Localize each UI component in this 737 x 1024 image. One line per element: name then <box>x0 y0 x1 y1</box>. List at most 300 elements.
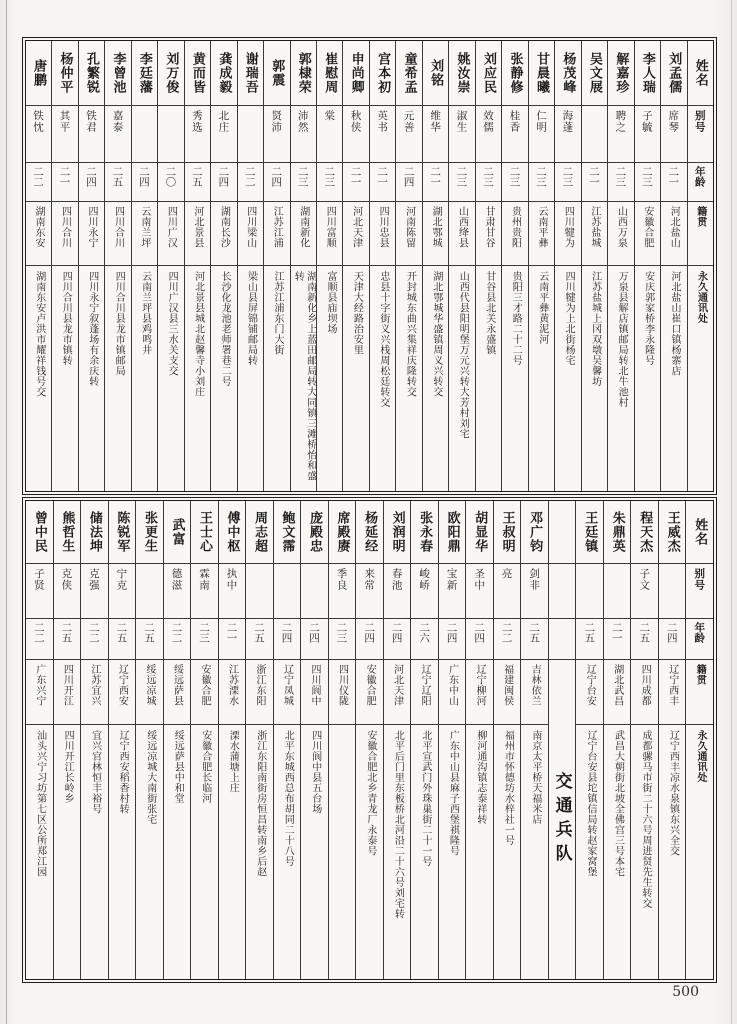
person-name <box>449 41 474 105</box>
person-native <box>274 659 301 724</box>
person-age-text: 二三 <box>296 166 309 187</box>
person-native-text: 湖南东安 <box>33 206 45 248</box>
person-name-text: 王威杰 <box>664 511 680 553</box>
person-address-text: 辽宁西安稻香村转 <box>117 730 129 814</box>
empty-cell <box>549 563 576 618</box>
person-age <box>659 618 686 659</box>
person-name <box>301 501 328 563</box>
person-age <box>396 162 421 201</box>
person-age-text: 二三 <box>561 166 574 187</box>
person-native-text: 湖北武昌 <box>611 664 623 706</box>
person-address <box>54 724 81 979</box>
person-address <box>185 265 210 491</box>
person-native-text: 河南陈留 <box>403 206 415 248</box>
person-name <box>604 501 631 563</box>
person-address <box>466 724 493 979</box>
person-native <box>502 201 527 265</box>
person-age-text: 二一 <box>225 622 238 643</box>
roster-column <box>342 41 368 491</box>
person-age-text: 二二 <box>32 166 45 187</box>
person-alias <box>439 563 466 618</box>
person-address <box>529 265 554 491</box>
person-address <box>105 265 130 491</box>
person-address-text: 北平后门里东板桥北河沿二十六号刘宅转 <box>392 730 404 919</box>
person-name <box>476 41 501 105</box>
person-name <box>661 41 686 105</box>
person-address <box>384 724 411 979</box>
person-age <box>191 618 218 659</box>
person-name-text: 姚汝崇 <box>454 52 470 94</box>
person-name-text: 谢瑞吾 <box>242 52 258 94</box>
roster-column <box>410 501 438 979</box>
person-address <box>604 724 631 979</box>
person-alias <box>238 105 263 162</box>
person-native-text: 甘肃甘谷 <box>483 206 495 248</box>
person-age-text: 二二 <box>243 166 256 187</box>
person-name-text: 刘润明 <box>389 511 405 553</box>
person-age-text: 二五 <box>583 622 596 643</box>
person-address <box>26 724 53 979</box>
person-name <box>246 501 273 563</box>
person-native-text: 安徽合肥 <box>198 664 210 706</box>
person-age-text: 二五 <box>142 622 155 643</box>
person-alias <box>476 105 501 162</box>
person-address <box>301 724 328 979</box>
person-native <box>81 659 108 724</box>
person-native <box>264 201 289 265</box>
person-alias-text: 淑生 <box>455 110 468 133</box>
person-name-text: 陈锐军 <box>114 511 130 553</box>
row-headers-column <box>687 41 713 491</box>
person-age <box>384 618 411 659</box>
person-name-text: 宫本初 <box>375 52 391 94</box>
person-address <box>343 265 368 491</box>
person-age-text: 二二 <box>500 622 513 643</box>
person-address-text: 云南平彝黄泥河 <box>536 271 548 345</box>
roster-column <box>184 41 210 491</box>
person-native <box>476 201 501 265</box>
row-header-name-text: 姓名 <box>692 59 708 87</box>
person-address-text: 四川合川县龙市镇邮局 <box>113 271 125 376</box>
person-native-text: 辽宁柳河 <box>474 664 486 706</box>
person-age-text: 二五 <box>638 622 651 643</box>
person-address-text: 溧水蒲塘上庄 <box>227 730 239 793</box>
person-name <box>81 501 108 563</box>
person-alias <box>158 105 183 162</box>
person-native <box>329 659 356 724</box>
person-age-text: 二二 <box>32 622 45 643</box>
person-alias <box>219 563 246 618</box>
person-address <box>576 724 603 979</box>
person-age <box>264 162 289 201</box>
person-alias <box>466 563 493 618</box>
person-name <box>136 501 163 563</box>
person-alias <box>631 563 658 618</box>
person-alias <box>604 563 631 618</box>
person-age-text: 二三 <box>534 166 547 187</box>
person-native <box>317 201 342 265</box>
person-address <box>370 265 395 491</box>
person-address-text: 柳河通沟镇志泰祥转 <box>474 730 486 825</box>
person-name <box>411 501 438 563</box>
row-header-native <box>686 659 713 724</box>
person-native-text: 四川成都 <box>639 664 651 706</box>
person-name-text: 刘应民 <box>481 52 497 94</box>
roster-column <box>658 501 686 979</box>
row-header-native-text: 籍贯 <box>694 206 706 227</box>
person-address-text: 山西代县阳明堡万元兴转大芳村刘宅 <box>457 271 469 439</box>
person-age <box>582 162 607 201</box>
person-address <box>494 724 521 979</box>
person-age-text: 二五 <box>528 622 541 643</box>
person-alias-text: 仁明 <box>534 110 547 133</box>
person-alias-text: 效儒 <box>482 110 495 133</box>
person-address <box>158 265 183 491</box>
person-address <box>264 265 289 491</box>
person-age <box>301 618 328 659</box>
person-native <box>411 659 438 724</box>
row-header-native <box>688 201 713 265</box>
person-age <box>329 618 356 659</box>
person-age-text: 二三 <box>197 622 210 643</box>
person-alias <box>185 105 210 162</box>
person-alias <box>555 105 580 162</box>
person-name <box>370 41 395 105</box>
person-name <box>52 41 77 105</box>
person-native <box>185 201 210 265</box>
person-age <box>219 618 246 659</box>
person-native <box>219 659 246 724</box>
row-header-address-text: 永久通讯处 <box>695 271 707 324</box>
person-address <box>608 265 633 491</box>
roster-column <box>448 41 474 491</box>
person-alias-text: 嘉泰 <box>111 110 124 133</box>
person-native <box>26 659 53 724</box>
person-age-text: 二二 <box>170 622 183 643</box>
person-address <box>136 724 163 979</box>
person-name <box>631 501 658 563</box>
person-address-text: 河北景县城北赵馨寺小刘庄 <box>192 271 204 397</box>
person-name <box>356 501 383 563</box>
person-age-text: 二四 <box>280 622 293 643</box>
person-address <box>52 265 77 491</box>
person-alias <box>164 563 191 618</box>
person-address-text: 开封城东曲兴集祥庆隆转交 <box>404 271 416 397</box>
person-age <box>291 162 316 201</box>
person-name <box>291 41 316 105</box>
person-alias-text: 棠 <box>323 110 336 122</box>
row-header-address <box>686 724 713 979</box>
page-number: 500 <box>672 984 699 1000</box>
person-native <box>449 201 474 265</box>
person-native-text: 江苏江浦 <box>271 206 283 248</box>
person-alias-text: 宝新 <box>445 568 458 591</box>
row-header-name <box>686 501 713 563</box>
person-age-text: 二四 <box>308 622 321 643</box>
roster-column <box>607 41 633 491</box>
person-native <box>661 201 686 265</box>
person-alias <box>52 105 77 162</box>
roster-column <box>210 41 236 491</box>
person-native <box>521 659 548 724</box>
person-name <box>317 41 342 105</box>
person-native-text: 四川富顺 <box>324 206 336 248</box>
person-alias <box>343 105 368 162</box>
person-alias-text: 贤沛 <box>270 110 283 133</box>
person-address <box>631 724 658 979</box>
person-native <box>555 201 580 265</box>
person-age <box>26 162 51 201</box>
person-native-text: 河北盐山 <box>668 206 680 248</box>
person-name <box>238 41 263 105</box>
person-name-text: 刘孟儒 <box>666 52 682 94</box>
person-address <box>635 265 660 491</box>
person-native <box>439 659 466 724</box>
person-native-text: 四川梁山 <box>244 206 256 248</box>
person-alias <box>264 105 289 162</box>
person-name-text: 武富 <box>169 518 185 546</box>
person-address-text: 四川广汉县三水关支交 <box>166 271 178 376</box>
person-age <box>317 162 342 201</box>
person-age-text: 二三 <box>482 166 495 187</box>
person-age <box>449 162 474 201</box>
person-age <box>439 618 466 659</box>
person-name <box>185 41 210 105</box>
person-address <box>274 724 301 979</box>
person-native-text: 云南平彝 <box>535 206 547 248</box>
person-name-text: 杨延经 <box>362 511 378 553</box>
person-address <box>476 265 501 491</box>
person-alias <box>449 105 474 162</box>
person-native <box>132 201 157 265</box>
person-native-text: 江苏溧水 <box>226 664 238 706</box>
person-address <box>661 265 686 491</box>
person-age <box>576 618 603 659</box>
roster-column <box>634 41 660 491</box>
empty-cell <box>549 501 576 563</box>
person-alias <box>494 563 521 618</box>
person-native <box>164 659 191 724</box>
person-native <box>52 201 77 265</box>
person-name <box>494 501 521 563</box>
person-name-text: 周志超 <box>252 511 267 553</box>
person-alias-text: 霖南 <box>197 568 210 591</box>
person-address <box>356 724 383 979</box>
empty-cell <box>549 618 576 659</box>
roster-column <box>581 41 607 491</box>
person-name <box>343 41 368 105</box>
person-alias-text: 克强 <box>87 568 100 591</box>
person-address <box>329 724 356 979</box>
person-age <box>356 618 383 659</box>
person-address-text: 广东中山县麻子西堡祺隆号 <box>447 730 459 856</box>
person-native-text: 吉林依兰 <box>529 664 541 706</box>
person-alias <box>26 105 51 162</box>
person-name <box>439 501 466 563</box>
person-age-text: 二四 <box>84 166 97 187</box>
person-name <box>329 501 356 563</box>
roster-column <box>493 501 521 979</box>
row-header-alias <box>688 105 713 162</box>
person-age-text: 二一 <box>429 166 442 187</box>
person-address-text: 南京太平桥天福米店 <box>529 730 541 825</box>
person-name-text: 黄而皆 <box>189 52 205 94</box>
person-name-text: 程天杰 <box>637 511 653 553</box>
roster-column <box>273 501 301 979</box>
person-name-text: 储法坤 <box>86 511 102 553</box>
person-alias-text: 秀选 <box>190 110 203 133</box>
person-age <box>164 618 191 659</box>
roster-column <box>80 501 108 979</box>
section-divider-column <box>548 501 576 979</box>
person-age <box>608 162 633 201</box>
person-native <box>396 201 421 265</box>
person-age-text: 二六 <box>418 622 431 643</box>
person-age <box>631 618 658 659</box>
roster-column <box>263 41 289 491</box>
person-address-text: 武昌大朝街北坡全佛宫三号本宅 <box>612 730 624 877</box>
person-address <box>219 724 246 979</box>
roster-column <box>104 41 130 491</box>
person-alias-text: 北庄 <box>217 110 230 133</box>
roster-column <box>630 501 658 979</box>
person-address-text: 四川开江长岭乡 <box>62 730 74 804</box>
person-age-text: 二一 <box>667 166 680 187</box>
person-alias <box>659 563 686 618</box>
person-alias-text: 宁克 <box>115 568 128 591</box>
person-alias-text: 铁君 <box>84 110 97 133</box>
person-alias-text: 席琴 <box>667 110 680 133</box>
person-age-text: 二五 <box>111 166 124 187</box>
person-name <box>521 501 548 563</box>
person-address <box>555 265 580 491</box>
row-header-alias-text: 别号 <box>693 568 706 591</box>
person-address-text: 福州市怀德坊水梓社一号 <box>502 730 514 846</box>
roster-column <box>422 41 448 491</box>
row-header-age <box>688 162 713 201</box>
person-age-text: 二四 <box>390 622 403 643</box>
person-address-text: 四川阆中县五台场 <box>309 730 321 814</box>
person-alias <box>576 563 603 618</box>
person-name <box>529 41 554 105</box>
person-native-text: 江苏盐城 <box>588 206 600 248</box>
person-address-text: 浙江东阳南街房恒昌转南乡后赵 <box>254 730 266 877</box>
person-address <box>238 265 263 491</box>
person-address <box>191 724 218 979</box>
person-age-text: 二四 <box>363 622 376 643</box>
roster-column <box>190 501 218 979</box>
roster-column <box>575 501 603 979</box>
person-age-text: 二四 <box>402 166 415 187</box>
person-address-text: 四川永宁叙蓬场有余庆转 <box>86 271 98 387</box>
person-age <box>185 162 210 201</box>
person-address-text: 长沙化龙池老师署巷二号 <box>219 271 231 387</box>
person-address-text: 江苏江浦东门大街 <box>272 271 284 355</box>
person-name-text: 邓广钧 <box>527 511 543 553</box>
person-native <box>635 201 660 265</box>
person-native <box>356 659 383 724</box>
person-alias <box>608 105 633 162</box>
person-address-text: 安徽合肥北乡青龙厂永泰号 <box>364 730 376 856</box>
person-alias <box>246 563 273 618</box>
person-name-text: 朱鼎英 <box>609 511 625 553</box>
person-alias-text: 元善 <box>402 110 415 133</box>
roster-column <box>218 501 246 979</box>
person-age <box>26 618 53 659</box>
person-age <box>411 618 438 659</box>
person-native-text: 绥远凉城 <box>143 664 155 706</box>
person-address-text: 四川合川县龙市镇转 <box>60 271 72 366</box>
person-native <box>370 201 395 265</box>
person-native <box>631 659 658 724</box>
roster-column <box>78 41 104 491</box>
person-age <box>604 618 631 659</box>
person-age-text: 二四 <box>445 622 458 643</box>
person-age-text: 二一 <box>610 622 623 643</box>
person-native-text: 山西万泉 <box>615 206 627 248</box>
person-name-text: 崔慰周 <box>322 52 338 94</box>
person-address-text: 北平东城西总布胡同二十八号 <box>282 730 294 867</box>
person-address-text: 四川犍为上北街杨宅 <box>563 271 575 366</box>
person-alias-text: 聘之 <box>614 110 627 133</box>
person-address <box>439 724 466 979</box>
person-native <box>384 659 411 724</box>
person-name <box>79 41 104 105</box>
row-header-name <box>688 41 713 105</box>
person-address-text: 湖北鄂城华盛镇周义兴转交 <box>430 271 442 397</box>
person-native-text: 四川忠县 <box>377 206 389 248</box>
person-address <box>502 265 527 491</box>
person-alias-text: 克侠 <box>60 568 73 591</box>
roster-column <box>395 41 421 491</box>
person-age <box>79 162 104 201</box>
roster-column <box>520 501 548 979</box>
person-alias <box>329 563 356 618</box>
person-native-text: 广东兴宁 <box>33 664 45 706</box>
person-name-text: 李曾池 <box>110 52 126 94</box>
person-alias-text: 剑非 <box>528 568 541 591</box>
person-age <box>274 618 301 659</box>
person-age <box>136 618 163 659</box>
person-address-text: 绥远萨县中和堂 <box>172 730 184 804</box>
person-age <box>502 162 527 201</box>
person-alias-text: 海蓬 <box>561 110 574 133</box>
row-header-alias-text: 别号 <box>693 110 706 133</box>
person-name-text: 傅中枢 <box>224 511 240 553</box>
person-name <box>219 501 246 563</box>
person-address-text: 梁山县屏锦铺邮局转 <box>245 271 257 366</box>
person-address-text: 安徽合肥长临河 <box>199 730 211 804</box>
person-name-text: 王廷镇 <box>582 511 598 553</box>
person-alias <box>26 563 53 618</box>
person-native-text: 河北景县 <box>191 206 203 248</box>
roster-column <box>157 41 183 491</box>
person-native <box>109 659 136 724</box>
person-age <box>211 162 236 201</box>
person-name-text: 甘晨曦 <box>533 52 549 94</box>
person-native <box>136 659 163 724</box>
person-age <box>466 618 493 659</box>
person-name-text: 孔繁锐 <box>83 52 99 94</box>
person-address-text: 万泉县解店镇邮局转北牛池村 <box>616 271 628 408</box>
person-native-text: 河北天津 <box>391 664 403 706</box>
person-native <box>301 659 328 724</box>
person-name-text: 庞殿忠 <box>307 511 323 553</box>
person-alias <box>661 105 686 162</box>
person-name-text: 王士心 <box>196 511 212 553</box>
person-address-text: 江苏盐城上冈双墩吴馨坊 <box>589 271 601 387</box>
person-name <box>466 501 493 563</box>
